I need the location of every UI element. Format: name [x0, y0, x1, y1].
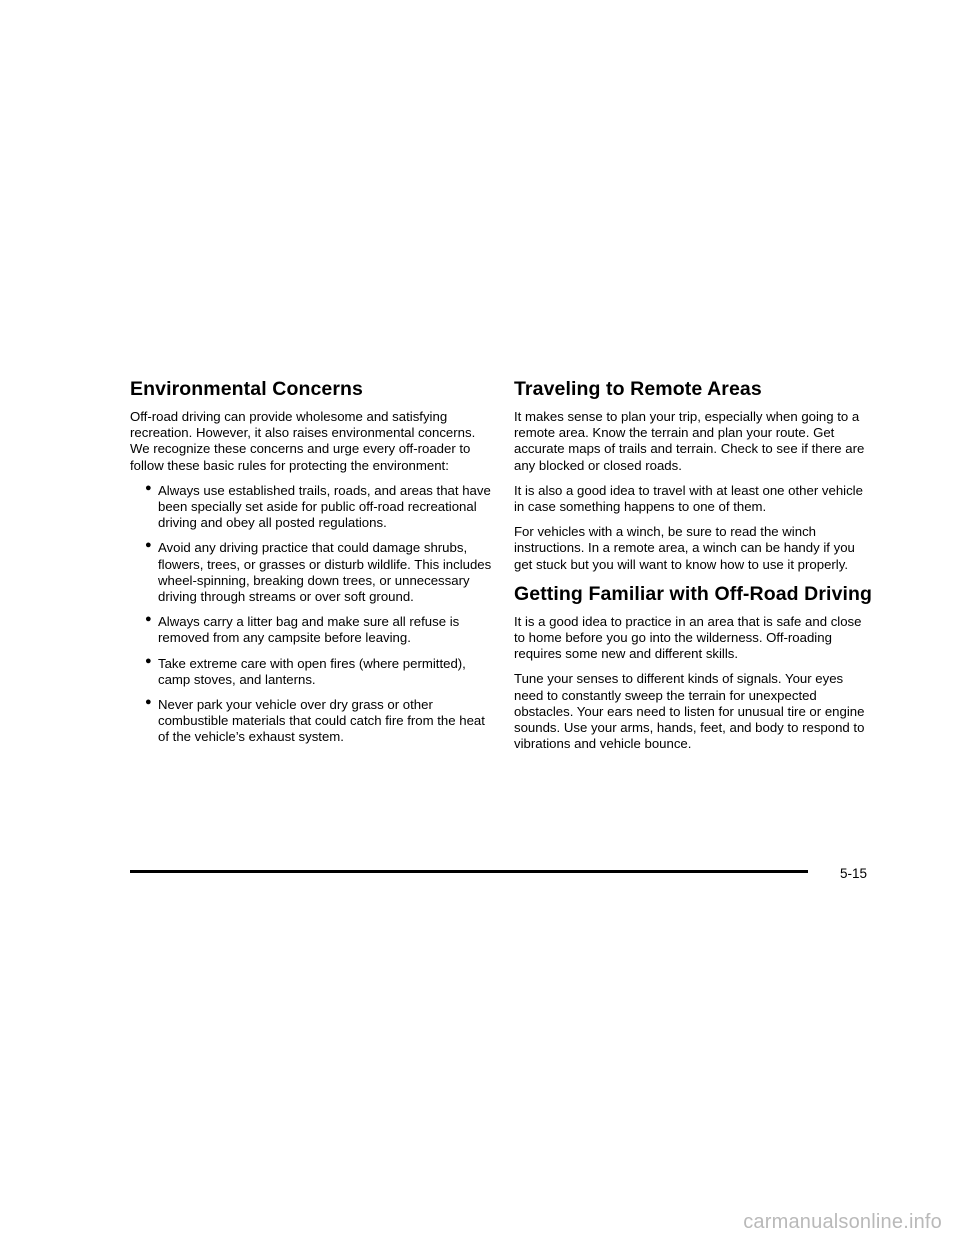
list-item: ● Take extreme care with open fires (where permitted), camp stoves, and lanterns.: [145, 654, 466, 687]
paragraph: It is also a good idea to travel with at least one other vehicle in case something happens to one of them.: [514, 482, 863, 515]
list-item: ● Avoid any driving practice that could damage shrubs, flowers, trees, or grasses or disturb wildlife. This includes wheel-spinning, breaking down trees, or unnecessary driving through streams or over soft ground.: [145, 539, 492, 605]
intro-paragraph: Off-road driving can provide wholesome and satisfying recreation. However, it also raises environmental concerns. We recognize these concerns and urge every off-roader to follow these basic rules for protecting the environment:: [130, 409, 476, 473]
list-item: ● Always use established trails, roads, and areas that have been specially set aside for public off-road recreational driving and obey all posted regulations.: [145, 481, 491, 531]
paragraph: Tune your senses to different kinds of signals. Your eyes need to constantly sweep the terrain for unexpected obstacles. Your ears need to listen for unusual tire or engine sounds. Use your arms, hands, feet, and body to respond to vibrations and vehicle bounce.: [514, 671, 865, 752]
page-number: 5-15: [840, 866, 868, 881]
heading-traveling-remote-areas: Traveling to Remote Areas: [514, 378, 762, 400]
bullet-icon: ●: [145, 613, 152, 626]
paragraph: It is a good idea to practice in an area that is safe and close to home before you go into the wilderness. Off-roading requires some new and different skills.: [514, 613, 862, 662]
list-item: ● Never park your vehicle over dry grass or other combustible materials that could catch fire from the heat of the vehicle’s exhaust system.: [145, 696, 485, 745]
bullet-icon: ●: [145, 539, 152, 552]
footer-rule: [130, 870, 808, 873]
bullet-icon: ●: [145, 481, 152, 494]
bullet-icon: ●: [145, 654, 152, 667]
right-column: [514, 377, 876, 761]
heading-environmental-concerns: Environmental Concerns: [130, 378, 364, 400]
heading-off-road-driving: Getting Familiar with Off-Road Driving: [514, 582, 873, 605]
paragraph: For vehicles with a winch, be sure to read the winch instructions. In a remote area, a winch can be handy if you get stuck but you will want to know how to use it properly.: [514, 524, 855, 572]
rules-list: [130, 483, 492, 746]
list-item: ● Always carry a litter bag and make sure all refuse is removed from any campsite before leaving.: [145, 613, 460, 646]
bullet-icon: ●: [145, 696, 152, 709]
watermark: carmanualsonline.info: [743, 1211, 942, 1233]
paragraph: It makes sense to plan your trip, especially when going to a remote area. Know the terrain and plan your route. Get accurate maps of trails and terrain. Check to see if there are any blocked or closed roads.: [514, 409, 865, 473]
left-column: [130, 377, 492, 755]
